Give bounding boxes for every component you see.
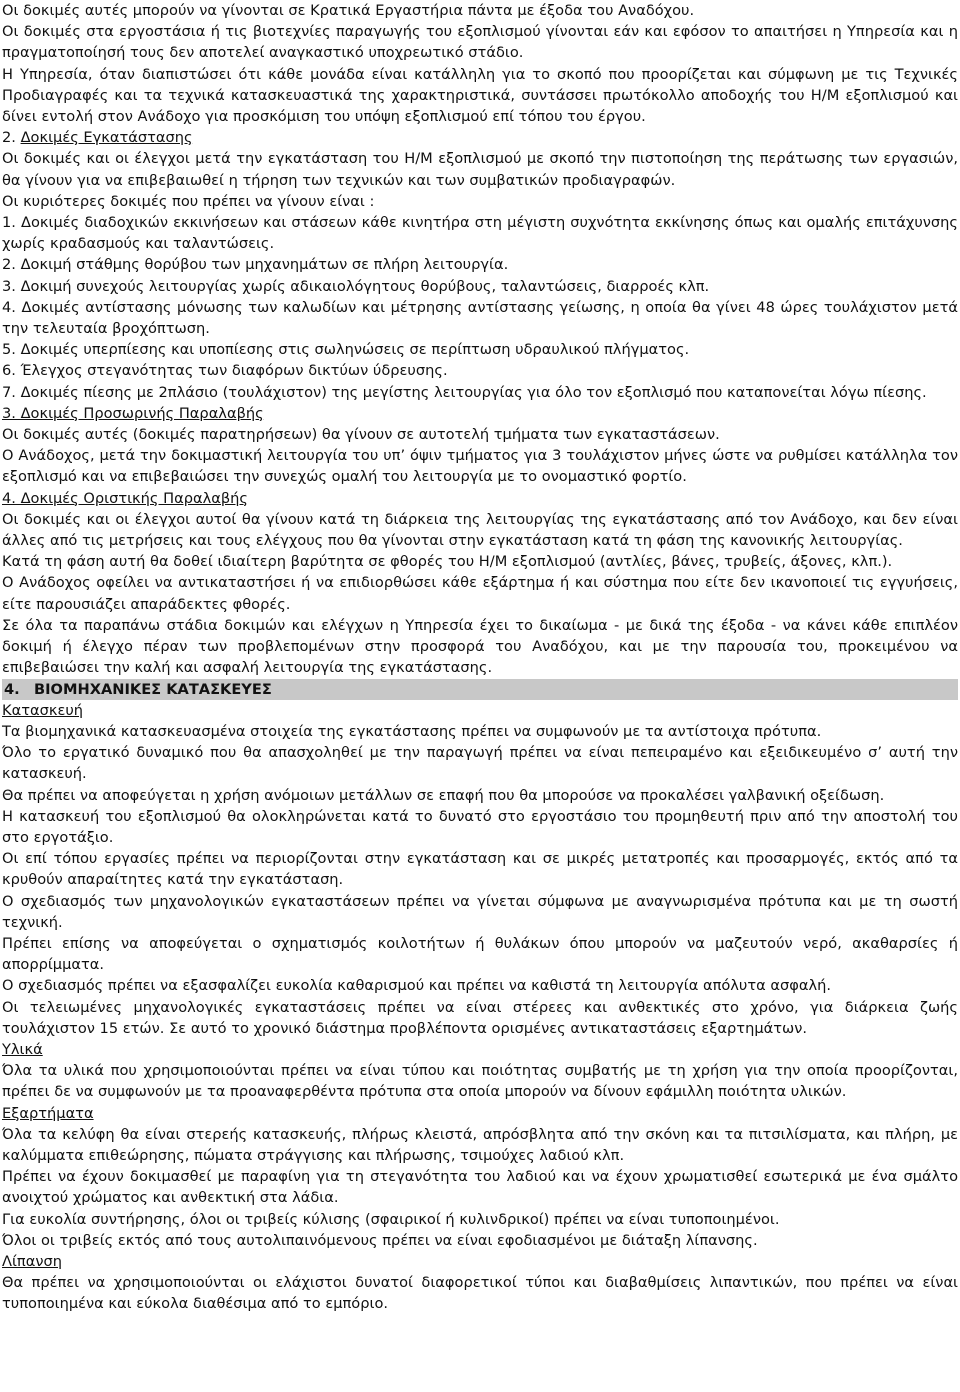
subheading: Εξαρτήματα [2, 1104, 94, 1122]
industrial-constructions-section [2, 700, 958, 1315]
paragraph: Οι δοκιμές στα εργοστάσια ή τις βιοτεχνίες παραγωγής του εξοπλισμού γίνονται εάν και εφόσον το απαιτήσει η Υπηρεσία και η πραγματοποίησή τους δεν αποτελεί αναγκαστικό υποχρεωτικό στάδιο. [2, 23, 958, 62]
paragraph: Ο σχεδιασμός πρέπει να εξασφαλίζει ευκολία καθαρισμού και πρέπει να καθιστά τη λειτουργία απόλυτα ασφαλή. [2, 977, 832, 995]
section-heading [2, 679, 958, 700]
paragraph: Για ευκολία συντήρησης, όλοι οι τριβείς κύλισης (σφαιρικοί ή κυλινδρικοί) πρέπει να είναι τυποποιημένοι. [2, 1210, 780, 1228]
paragraph: Τα βιομηχανικά κατασκευασμένα στοιχεία της εγκατάστασης πρέπει να συμφωνούν με τα αντίστοιχα πρότυπα. [2, 722, 822, 740]
paragraph: Οι δοκιμές αυτές (δοκιμές παρατηρήσεων) θα γίνουν σε αυτοτελή τμήματα των εγκαταστάσεων. [2, 426, 720, 444]
paragraph: Σε όλα τα παραπάνω στάδια δοκιμών και ελέγχων η Υπηρεσία έχει το δικαίωμα - με δικά της έξοδα - να κάνει κάθε επιπλέον δοκιμή ή έλεγχο πέραν των προβλεπομένων στην προσφορά του Αναδόχου, και με την παρουσία του, προκειμένου να επιβεβαιώσει την καλή και ασφαλή λειτουργία της εγκατάστασης. [2, 616, 958, 677]
paragraph: Οι δοκιμές και οι έλεγχοι αυτοί θα γίνουν κατά τη διάρκεια της λειτουργίας της εγκατάστασης από τον Ανάδοχο, και δεν είναι άλλες από τις μετρήσεις και τους ελέγχους που θα γίνονται στην εγκατάσταση κατά τη φάση της κανονικής λειτουργίας. [2, 510, 958, 550]
paragraph: Πρέπει να έχουν δοκιμασθεί με παραφίνη για τη στεγανότητα του λαδιού και να έχουν χρωματισθεί εσωτερικά με ένα σμάλτο ανοιχτού χρώματος και ανθεκτική στα λάδια. [2, 1168, 958, 1207]
section-title: ΒΙΟΜΗΧΑΝΙΚΕΣ ΚΑΤΑΣΚΕΥΕΣ [34, 680, 272, 698]
paragraph: 7. Δοκιμές πίεσης με 2πλάσιο (τουλάχιστον) της μεγίστης λειτουργίας για όλο τον εξοπλισμό που καταπονείται λόγω πίεσης. [2, 383, 927, 401]
paragraph: Πρέπει επίσης να αποφεύγεται ο σχηματισμός κοιλοτήτων ή θυλάκων όπου μπορούν να μαζευτούν νερό, ακαθαρσίες ή απορρίμματα. [2, 934, 958, 974]
subheading: 3. Δοκιμές Προσωρινής Παραλαβής [2, 404, 264, 422]
paragraph: Οι δοκιμές και οι έλεγχοι μετά την εγκατάσταση του Η/Μ εξοπλισμού με σκοπό την πιστοποίηση της περάτωσης των εργασιών, θα γίνουν για να επιβεβαιωθεί η τήρηση των τεχνικών και των συμβατικών προδιαγραφών. [2, 150, 958, 189]
paragraph: Θα πρέπει να αποφεύγεται η χρήση ανόμοιων μετάλλων σε επαφή που θα μπορούσε να προκαλέσει γαλβανική οξείδωση. [2, 786, 885, 804]
paragraph: Η Υπηρεσία, όταν διαπιστώσει ότι κάθε μονάδα είναι κατάλληλη για το σκοπό που προορίζεται και σύμφωνη με τις Τεχνικές Προδιαγραφές και τα τεχνικά κατασκευαστικά της χαρακτηριστικά, συντάσσει πρωτόκολλο αποδοχής του Η/Μ εξοπλισμού και δίνει εντολή στον Ανάδοχο για προσκόμιση του υπόψη εξοπλισμού επί τόπου του έργου. [2, 65, 958, 126]
paragraph: 2. Δοκιμή στάθμης θορύβου των μηχανημάτων σε πλήρη λειτουργία. [2, 256, 509, 274]
paragraph: Οι κυριότερες δοκιμές που πρέπει να γίνουν είναι : [2, 192, 375, 210]
paragraph: 5. Δοκιμές υπερπίεσης και υποπίεσης στις σωληνώσεις σε περίπτωση υδραυλικού πλήγματος. [2, 341, 690, 359]
paragraph: Όλοι οι τριβείς εκτός από τους αυτολιπαινόμενους πρέπει να είναι εφοδιασμένοι με διάταξη λίπανσης. [2, 1231, 758, 1249]
paragraph: 3. Δοκιμή συνεχούς λειτουργίας χωρίς αδικαιολόγητους θορύβους, ταλαντώσεις, διαρροές κλπ. [2, 277, 710, 295]
subheading-number: 2. [2, 129, 21, 147]
paragraph: Οι τελειωμένες μηχανολογικές εγκαταστάσεις πρέπει να είναι στέρεες και ανθεκτικές στο χρόνο, για διάρκεια ζωής τουλάχιστον 15 ετών. Σε αυτό το χρονικό διάστημα προβλέποντα ορισμένες αντικαταστάσεις εξαρτημάτων. [2, 998, 958, 1037]
paragraph: Όλο το εργατικό δυναμικό που θα απασχοληθεί με την παραγωγή πρέπει να είναι πεπειραμένο και εξειδικευμένο σ’ αυτή την κατασκευή. [2, 744, 958, 783]
subheading-title: Δοκιμές Εγκατάστασης [20, 129, 193, 147]
paragraph: 4. Δοκιμές αντίστασης μόνωσης των καλωδίων και μέτρησης αντίστασης γείωσης, η οποία θα γίνει 48 ώρες τουλάχιστον μετά την τελευταία βροχόπτωση. [2, 298, 958, 338]
subheading [2, 127, 958, 148]
paragraph: Οι επί τόπου εργασίες πρέπει να περιορίζονται στην εγκατάσταση και σε μικρές μετατροπές και προσαρμογές, εκτός από τα κρυθούν απαραίτητες κατά την εγκατάσταση. [2, 850, 958, 889]
subheading: Υλικά [2, 1040, 43, 1058]
paragraph: Ο Ανάδοχος οφείλει να αντικαταστήσει ή να επιδιορθώσει κάθε εξάρτημα ή και σύστημα που είτε δεν ικανοποιεί τις εγγυήσεις, είτε παρουσιάζει απαράδεκτες φθορές. [2, 574, 958, 613]
paragraph: 1. Δοκιμές διαδοχικών εκκινήσεων και στάσεων κάθε κινητήρα στη μέγιστη συχνότητα εκκίνησης όπως και ομαλής επιτάχυνσης χωρίς κραδασμούς και ταλαντώσεις. [2, 214, 958, 253]
subheading: 4. Δοκιμές Οριστικής Παραλαβής [2, 489, 248, 507]
paragraph: Οι δοκιμές αυτές μπορούν να γίνονται σε Κρατικά Εργαστήρια πάντα με έξοδα του Αναδόχου. [2, 2, 695, 19]
paragraph: 6. Έλεγχος στεγανότητας των διαφόρων δικτύων ύδρευσης. [2, 362, 448, 380]
paragraph: Ο Ανάδοχος, μετά την δοκιμαστική λειτουργία του υπ’ όψιν τμήματος για 3 τουλάχιστον μήνες ώστε να ρυθμίσει κατάλληλα τον εξοπλισμό και να επιβεβαιώσει την συνεχώς ομαλή του λειτουργία με το ονομαστικό φορτίο. [2, 447, 958, 486]
paragraph: Όλα τα υλικά που χρησιμοποιούνται πρέπει να είναι τύπου και ποιότητας συμβατής με τη χρήση για την οποία προορίζονται, πρέπει δε να συμφωνούν με τα προαναφερθέντα πρότυπα στα οποία μπορούν να δίνουν εφάμιλλη ποιότητα υλικών. [2, 1062, 958, 1101]
paragraph: Όλα τα κελύφη θα είναι στερεής κατασκευής, πλήρως κλειστά, απρόσβλητα από την σκόνη και τα πιτσιλίσματα, και πλήρη, με καλύμματα επιθεώρησης, πώματα στράγγισης και πλήρωσης, τσιμούχες λαδιού κλπ. [2, 1125, 958, 1164]
paragraph: Θα πρέπει να χρησιμοποιούνται οι ελάχιστοι δυνατοί διαφορετικοί τύποι και διαβαθμίσεις λιπαντικών, που πρέπει να είναι τυποποιημένα και εύκολα διαθέσιμα από το εμπόριο. [2, 1274, 958, 1313]
section-number: 4. [4, 680, 20, 698]
tests-section [2, 0, 958, 679]
subheading: Λίπανση [2, 1252, 62, 1270]
paragraph: Η κατασκευή του εξοπλισμού θα ολοκληρώνεται κατά το δυνατό στο εργοστάσιο του προμηθευτή πριν από την αποστολή του στο εργοτάξιο. [2, 807, 958, 846]
subheading: Κατασκευή [2, 701, 84, 719]
paragraph: Ο σχεδιασμός των μηχανολογικών εγκαταστάσεων πρέπει να γίνεται σύμφωνα με αναγνωρισμένα πρότυπα και με τη σωστή τεχνική. [2, 892, 958, 931]
paragraph: Κατά τη φάση αυτή θα δοθεί ιδιαίτερη βαρύτητα σε φθορές του Η/Μ εξοπλισμού (αντλίες, βάνες, τρυβείς, άξονες, κλπ.). [2, 553, 893, 571]
